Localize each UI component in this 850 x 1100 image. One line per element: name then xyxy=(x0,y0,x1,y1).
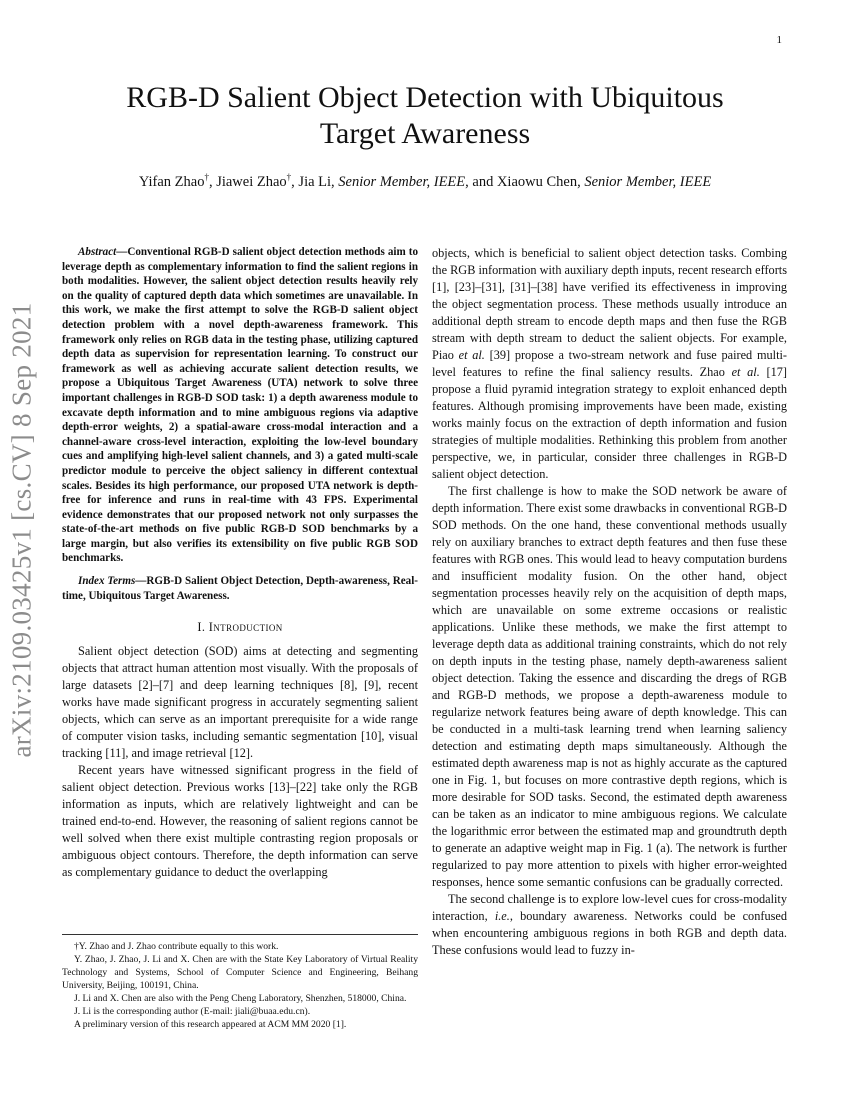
author-3-role: Senior Member, IEEE xyxy=(338,173,466,190)
title-line-1: RGB-D Salient Object Detection with Ubiquitous xyxy=(126,81,724,114)
body-paragraph-second-challenge xyxy=(432,891,787,959)
section-heading-introduction: I. Introduction xyxy=(197,620,283,635)
arxiv-identifier-stamp xyxy=(2,0,42,1100)
footnotes xyxy=(62,934,418,1031)
text-run: , boundary awareness. Networks could be confused when encountering ambiguous regions in both RGB and depth data. These confusions would lead to fuzzy in- xyxy=(432,909,787,957)
arxiv-stamp-text: arXiv:2109.03425v1 [cs.CV] 8 Sep 2021 xyxy=(6,302,37,758)
author-4: , and Xiaowu Chen, xyxy=(465,173,581,190)
text-run-italic: et al. xyxy=(458,348,485,362)
text-run: [39] propose a two-stream network and fuse paired multi-level features to refine the final saliency results. Zhao xyxy=(432,348,787,379)
text-run-italic: et al. xyxy=(731,365,760,379)
author-3: Jia Li, xyxy=(298,173,335,190)
left-column xyxy=(62,245,418,881)
intro-paragraph-1: Salient object detection (SOD) aims at detecting and segmenting objects that attract human attention most visually. With the proposals of large datasets [2]–[7] and deep learning techniques [8], [9], recent works have made significant progress in accurately segmenting salient objects, which can serve as an important prerequisite for a wide range of computer vision tasks, including semantic segmentation [10], visual tracking [11], and image retrieval [12]. xyxy=(62,644,418,761)
title-line-2: Target Awareness xyxy=(319,117,531,150)
text-run: The second challenge is to explore low-level cues for cross-modality interaction, xyxy=(432,892,787,923)
author-list: Yifan Zhao†, Jiawei Zhao†, Jia Li, Senior Member, IEEE, and Xiaowu Chen, Senior Member, IEEE xyxy=(138,172,712,190)
index-terms-lead: Index Terms xyxy=(78,575,136,588)
abstract xyxy=(62,245,418,566)
footnote-affiliation-2: J. Li and X. Chen are also with the Peng Cheng Laboratory, Shenzhen, 518000, China. xyxy=(74,993,407,1004)
author-4-role: Senior Member, IEEE xyxy=(584,173,712,190)
abstract-text: —Conventional RGB-D salient object detection methods aim to leverage depth as complementary information to find the salient regions in both modalities. However, the salient object detection results heavily rely on the quality of captured depth data which sometimes are unavailable. In this work, we make the first attempt to solve the RGB-D salient object detection problem with a novel depth-awareness framework. This framework only relies on RGB data in the testing phase, utilizing captured depth data as supervision for representation learning. To construct our framework as well as achieving accurate salient detection results, we propose a Ubiquitous Target Awareness (UTA) network to solve three important challenges in RGB-D SOD task: 1) a depth awareness module to excavate depth information and to mine ambiguous regions via adaptive depth-error weights, 2) a spatial-aware cross-modal interaction and a channel-aware cross-level interaction, exploiting the low-level boundary cues and amplifying high-level salient channels, and 3) a gated multi-scale predictor module to perceive the object saliency in different contextual scales. Besides its high performance, our proposed UTA network is depth-free for inference and runs in real-time with 43 FPS. Experimental evidence demonstrates that our proposed network not only surpasses the state-of-the-art methods on five public RGB-D SOD benchmarks by a large margin, but also verifies its extensibility on five public RGB SOD benchmarks. xyxy=(62,246,418,565)
dagger-mark: † xyxy=(204,172,209,182)
footnote-preliminary-version: A preliminary version of this research appeared at ACM MM 2020 [1]. xyxy=(74,1019,347,1030)
text-run: [17] propose a fluid pyramid integration strategy to exploit enhanced depth features. Although promising improvements have been made, existing works mainly focus on the extraction of depth information and fusion strategies of multiple modalities. Rethinking this problem from another perspective, we, in particular, consider three challenges in RGB-D salient object detection. xyxy=(432,365,787,481)
right-column xyxy=(432,245,787,959)
body-paragraph-continued xyxy=(432,245,787,483)
intro-paragraph-2: Recent years have witnessed significant progress in the field of salient object detection. Previous works [13]–[22] take only the RGB information as inputs, which are relatively lightweight and can be trained end-to-end. However, the reasoning of salient regions cannot be well solved when there exist multiple contrasting region proposals or ambiguous object contours. Therefore, the depth information can serve as complementary guidance to deduct the overlapping xyxy=(62,763,418,880)
footnote-affiliation: Y. Zhao, J. Zhao, J. Li and X. Chen are with the State Key Laboratory of Virtual Reality Technology and Systems, School of Computer Science and Engineering, Beihang University, Beijing, 100191, China. xyxy=(62,954,418,991)
index-terms-text: —RGB-D Salient Object Detection, Depth-awareness, Real-time, Ubiquitous Target Awareness. xyxy=(62,575,418,602)
text-run-italic: i.e. xyxy=(494,909,510,923)
footnote-equal-contribution: †Y. Zhao and J. Zhao contribute equally to this work. xyxy=(74,941,279,952)
index-terms xyxy=(62,574,418,603)
author-2: Jiawei Zhao xyxy=(216,173,287,190)
footnote-corresponding-author: J. Li is the corresponding author (E-mail: jiali@buaa.edu.cn). xyxy=(74,1006,311,1017)
author-1: Yifan Zhao xyxy=(138,173,205,190)
abstract-lead: Abstract xyxy=(78,246,117,258)
text-run: objects, which is beneficial to salient object detection tasks. Combing the RGB information with auxiliary depth inputs, recent research efforts [1], [23]–[31], [31]–[38] have verified its effectiveness in improving the object segmentation process. These methods usually introduce an additional depth stream to encode depth maps and then fuse the RGB stream with depth stream to deduct the salient objects. For example, Piao xyxy=(432,246,787,362)
page-number: 1 xyxy=(776,34,782,46)
paper-title xyxy=(60,80,790,152)
body-paragraph-first-challenge: The first challenge is how to make the SOD network be aware of depth information. There exist some drawbacks in conventional RGB-D SOD methods. On the one hand, these conventional methods usually rely on auxiliary branches to extract depth features and then fuse these features with RGB ones. This would lead to heavy computation burdens and insufficient modality fusion. On the other hand, object segmentation processes heavily rely on the acquisition of depth maps, which are unavailable on some extreme occasions or realistic applications. Unlike these methods, we make the first attempt to leverage depth data as additional training constraints, which do not rely on depth inputs in the testing phase, namely depth-awareness salient object detection. Taking the essence and discarding the dregs of RGB and RGB-D methods, we propose a depth-awareness module to regularize network features being aware of depth knowledge. This can be conducted in a multi-task learning trend when learning saliency detection and estimating depth maps simultaneously. Although the estimated depth awareness map is not as highly accurate as the captured one in Fig. 1, but focuses on more contrastive depth regions, which is more desirable for SOD tasks. Second, the estimated depth awareness can be taken as an indicator to mine ambiguous regions. We calculate the logarithmic error between the estimated map and groundtruth depth to generate an adaptive weight map in Fig. 1 (a). The network is further regularized to pay more attention to pixels with higher error-weighted responses, hence some semantic confusions can be gradually corrected. xyxy=(432,484,787,889)
dagger-mark: † xyxy=(286,172,292,182)
